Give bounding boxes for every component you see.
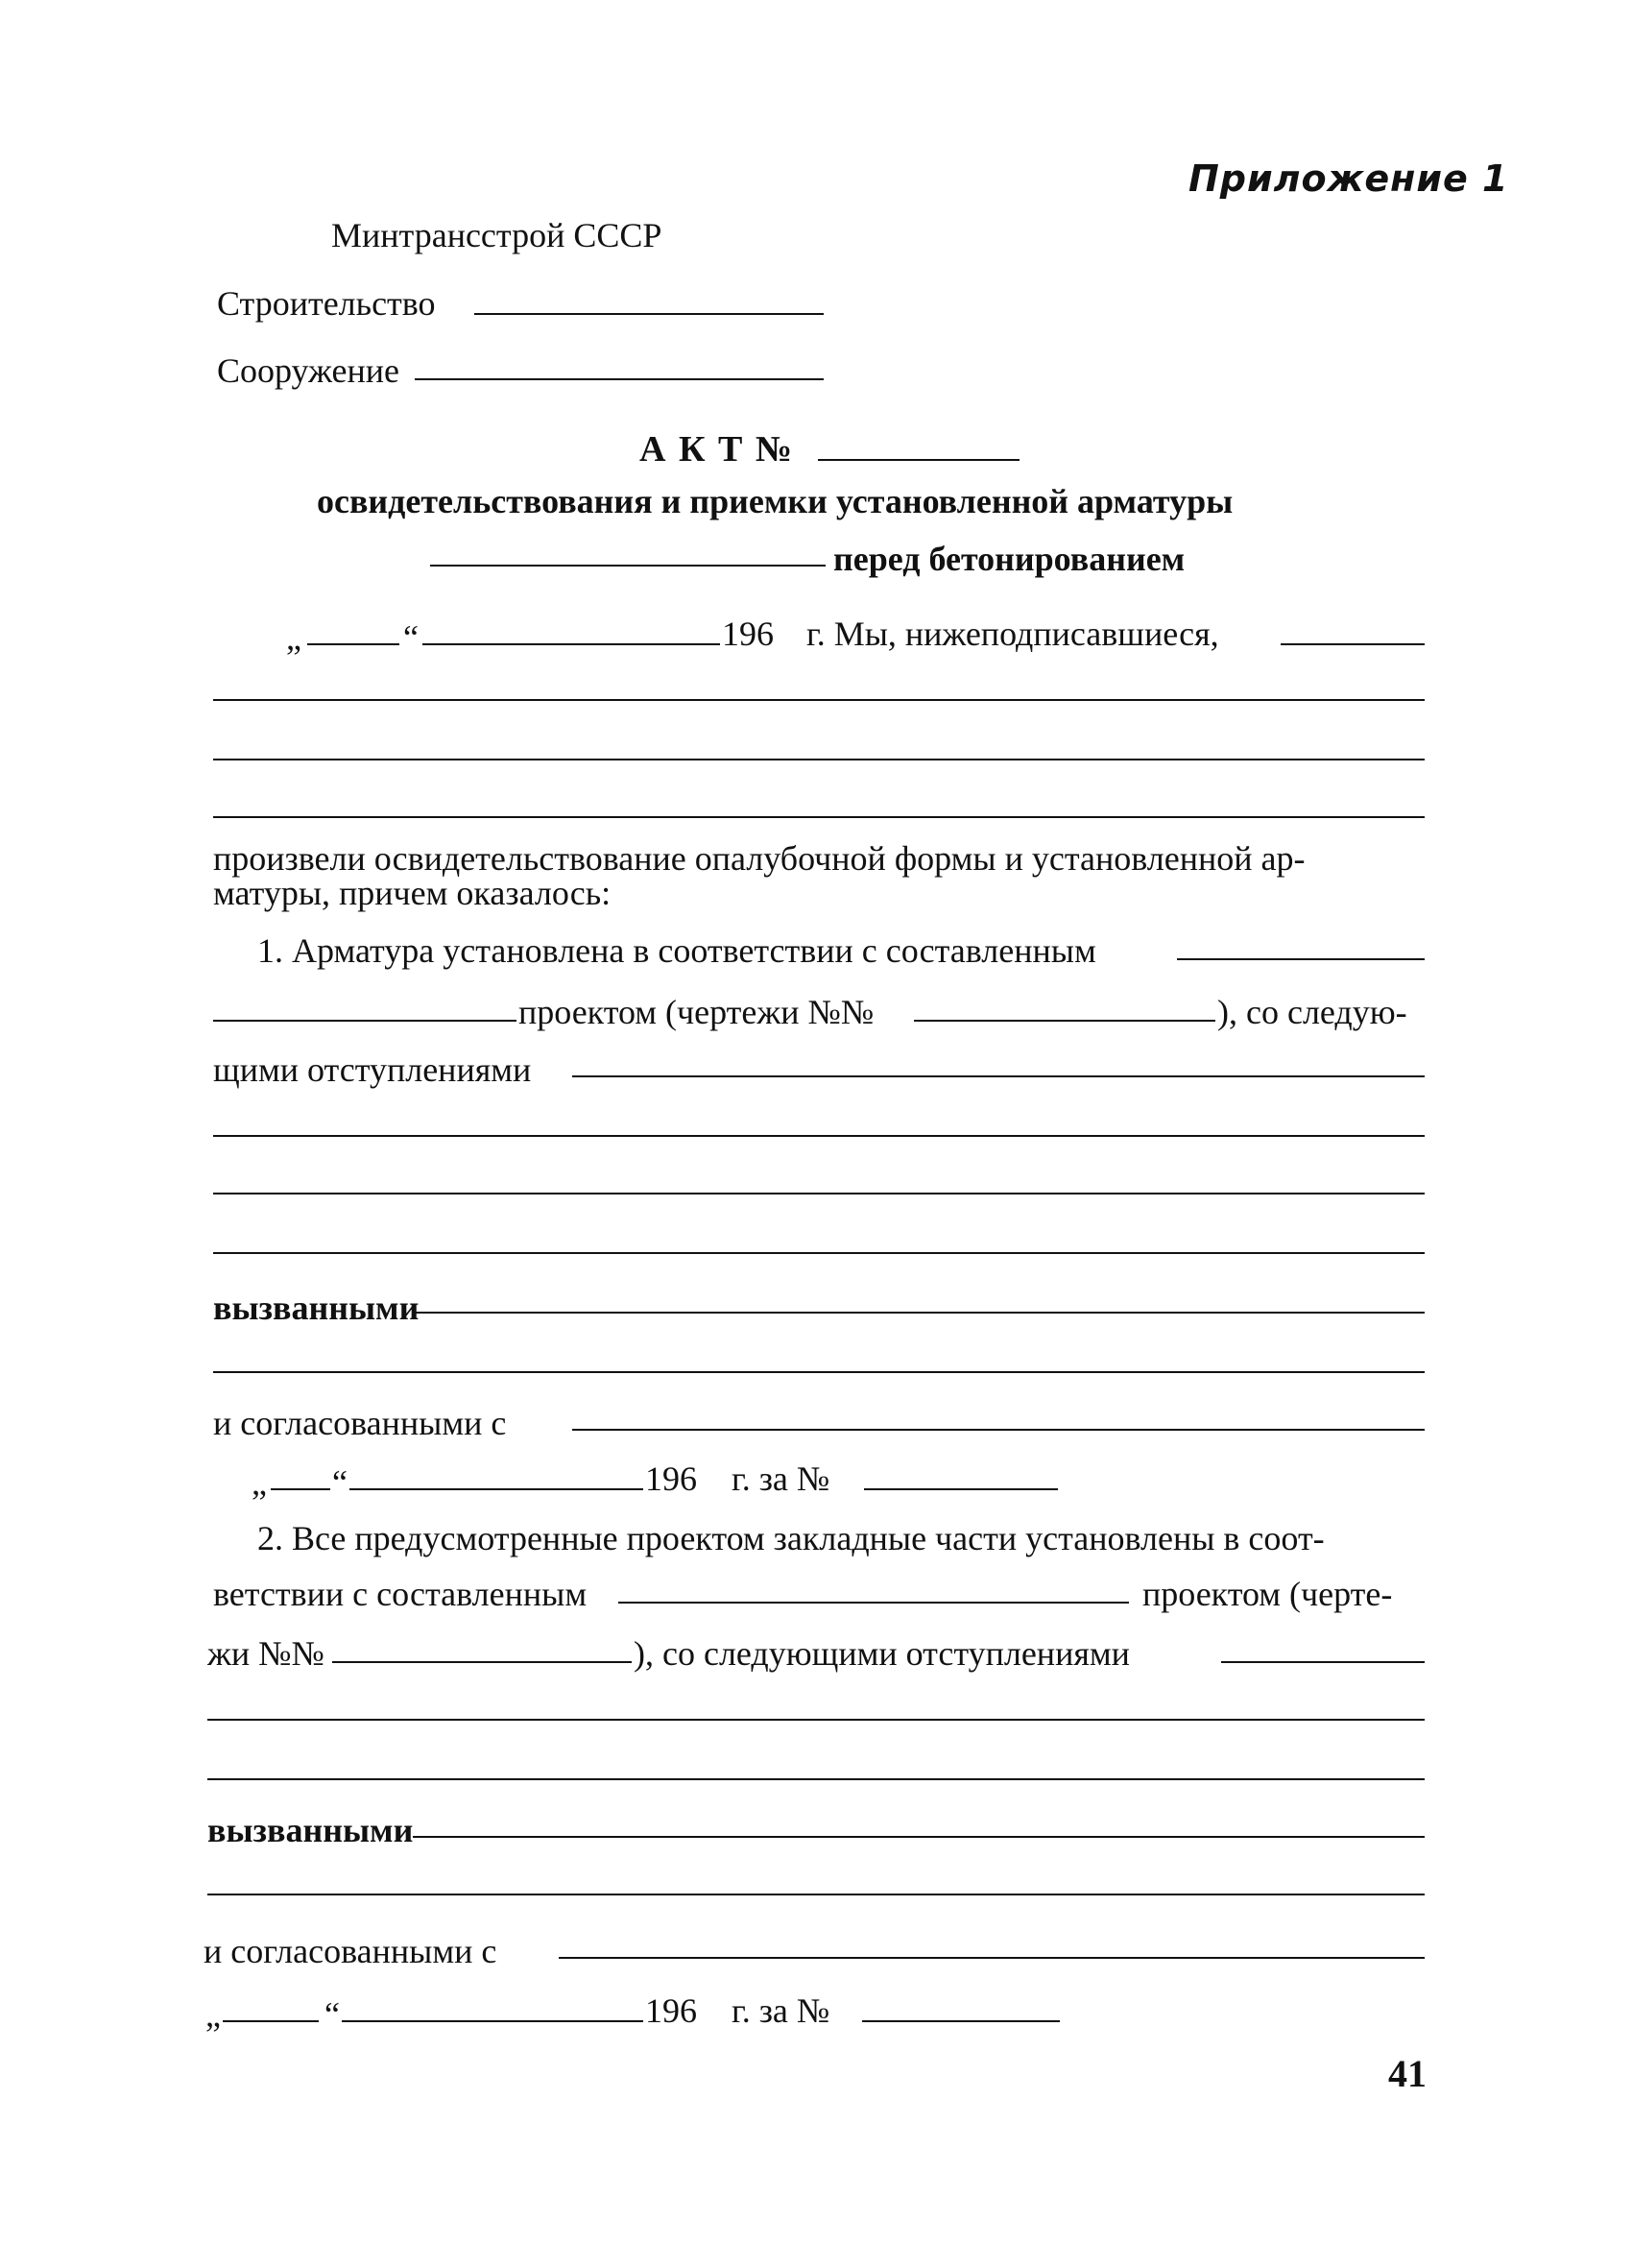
item1-project-text: проектом (чертежи №№	[518, 993, 875, 1031]
item2-date-quote-open: „	[205, 1995, 221, 2034]
item2-deviations-label: ), со следующими отступлениями	[634, 1634, 1130, 1673]
act-subtitle-line2: перед бетонированием	[833, 540, 1186, 578]
item1-date-year: 196	[645, 1460, 697, 1498]
structure-field-line[interactable]	[415, 378, 824, 380]
item1-deviations-label: щими отступлениями	[213, 1050, 532, 1089]
structure-label: Сооружение	[217, 351, 399, 390]
date-quote-close: “	[403, 618, 419, 657]
item1-caused-line-1[interactable]	[213, 1371, 1425, 1373]
item1-caused-label: вызванными	[213, 1289, 420, 1327]
item1-deviations-line-3[interactable]	[213, 1252, 1425, 1254]
item2-caused-line-0[interactable]	[413, 1836, 1425, 1838]
item1-date-month-line[interactable]	[349, 1488, 643, 1490]
item2-agreed-line[interactable]	[559, 1957, 1425, 1959]
item2-agreed-label: и согласованными с	[204, 1932, 497, 1970]
date-month-line[interactable]	[422, 643, 720, 645]
item1-heading: 1. Арматура установлена в соответствии с составленным	[257, 931, 1096, 970]
item1-date-quote-open: „	[252, 1463, 267, 1502]
date-year-prefix: 196	[722, 615, 774, 653]
item1-deviations-line-1[interactable]	[213, 1135, 1425, 1137]
item1-deviations-line-0[interactable]	[572, 1075, 1425, 1077]
appendix-label: Приложение 1	[1188, 157, 1509, 200]
date-quote-open: „	[286, 618, 301, 657]
construction-field-line[interactable]	[474, 313, 824, 315]
item2-date-month-line[interactable]	[342, 2020, 643, 2022]
inspection-paragraph-line1: произвели освидетельствование опалубочной формы и установленной ар-	[213, 839, 1306, 878]
signatories-line-1[interactable]	[213, 699, 1425, 701]
item2-compliance-text: ветствии с составленным	[213, 1575, 588, 1613]
item1-number-line[interactable]	[864, 1488, 1058, 1490]
signatories-line-0[interactable]	[1281, 643, 1425, 645]
item2-caused-label: вызванными	[207, 1811, 414, 1849]
item2-drawings-label: жи №№	[207, 1634, 324, 1673]
act-number-line[interactable]	[818, 459, 1020, 461]
act-title: А К Т №	[639, 429, 795, 470]
construction-label: Строительство	[217, 284, 436, 323]
date-day-line[interactable]	[307, 643, 399, 645]
item2-date-day-line[interactable]	[223, 2020, 319, 2022]
item1-project-type-line[interactable]	[213, 1020, 516, 1022]
item2-project-text: проектом (черте-	[1142, 1575, 1393, 1613]
intro-text: г. Мы, нижеподписавшиеся,	[806, 615, 1219, 653]
item2-date-year: 196	[645, 1991, 697, 2030]
item2-heading: 2. Все предусмотренные проектом закладные части установлены в соот-	[257, 1519, 1325, 1557]
item2-drawings-line[interactable]	[332, 1661, 632, 1663]
ministry-name: Минтрансстрой СССР	[331, 216, 662, 254]
signatories-line-2[interactable]	[213, 759, 1425, 760]
item1-agreed-label: и согласованными с	[213, 1404, 507, 1442]
item2-deviations-line-0[interactable]	[1221, 1661, 1425, 1663]
item2-caused-line-1[interactable]	[207, 1894, 1425, 1895]
act-subtitle-line1: освидетельствования и приемки установленной арматуры	[317, 482, 1234, 520]
signatories-line-3[interactable]	[213, 816, 1425, 818]
item2-date-quote-close: “	[324, 1995, 340, 2034]
page-number: 41	[1388, 2052, 1427, 2095]
item1-drawings-line[interactable]	[914, 1020, 1215, 1022]
item1-date-quote-close: “	[332, 1463, 348, 1502]
subject-field-line[interactable]	[430, 565, 826, 567]
item1-agreed-line[interactable]	[572, 1429, 1425, 1431]
item2-organization-line[interactable]	[618, 1602, 1129, 1604]
item2-number-label: г. за №	[732, 1991, 830, 2030]
item1-deviations-line-2[interactable]	[213, 1193, 1425, 1194]
inspection-paragraph-line2: матуры, причем оказалось:	[213, 874, 612, 912]
item2-deviations-line-2[interactable]	[207, 1778, 1425, 1780]
item1-organization-line[interactable]	[1177, 958, 1425, 960]
item2-deviations-line-1[interactable]	[207, 1719, 1425, 1721]
item1-date-day-line[interactable]	[271, 1488, 330, 1490]
item1-number-label: г. за №	[732, 1460, 830, 1498]
item1-close-text: ), со следую-	[1217, 993, 1407, 1031]
item2-number-line[interactable]	[862, 2020, 1060, 2022]
item1-caused-line-0[interactable]	[415, 1312, 1425, 1314]
